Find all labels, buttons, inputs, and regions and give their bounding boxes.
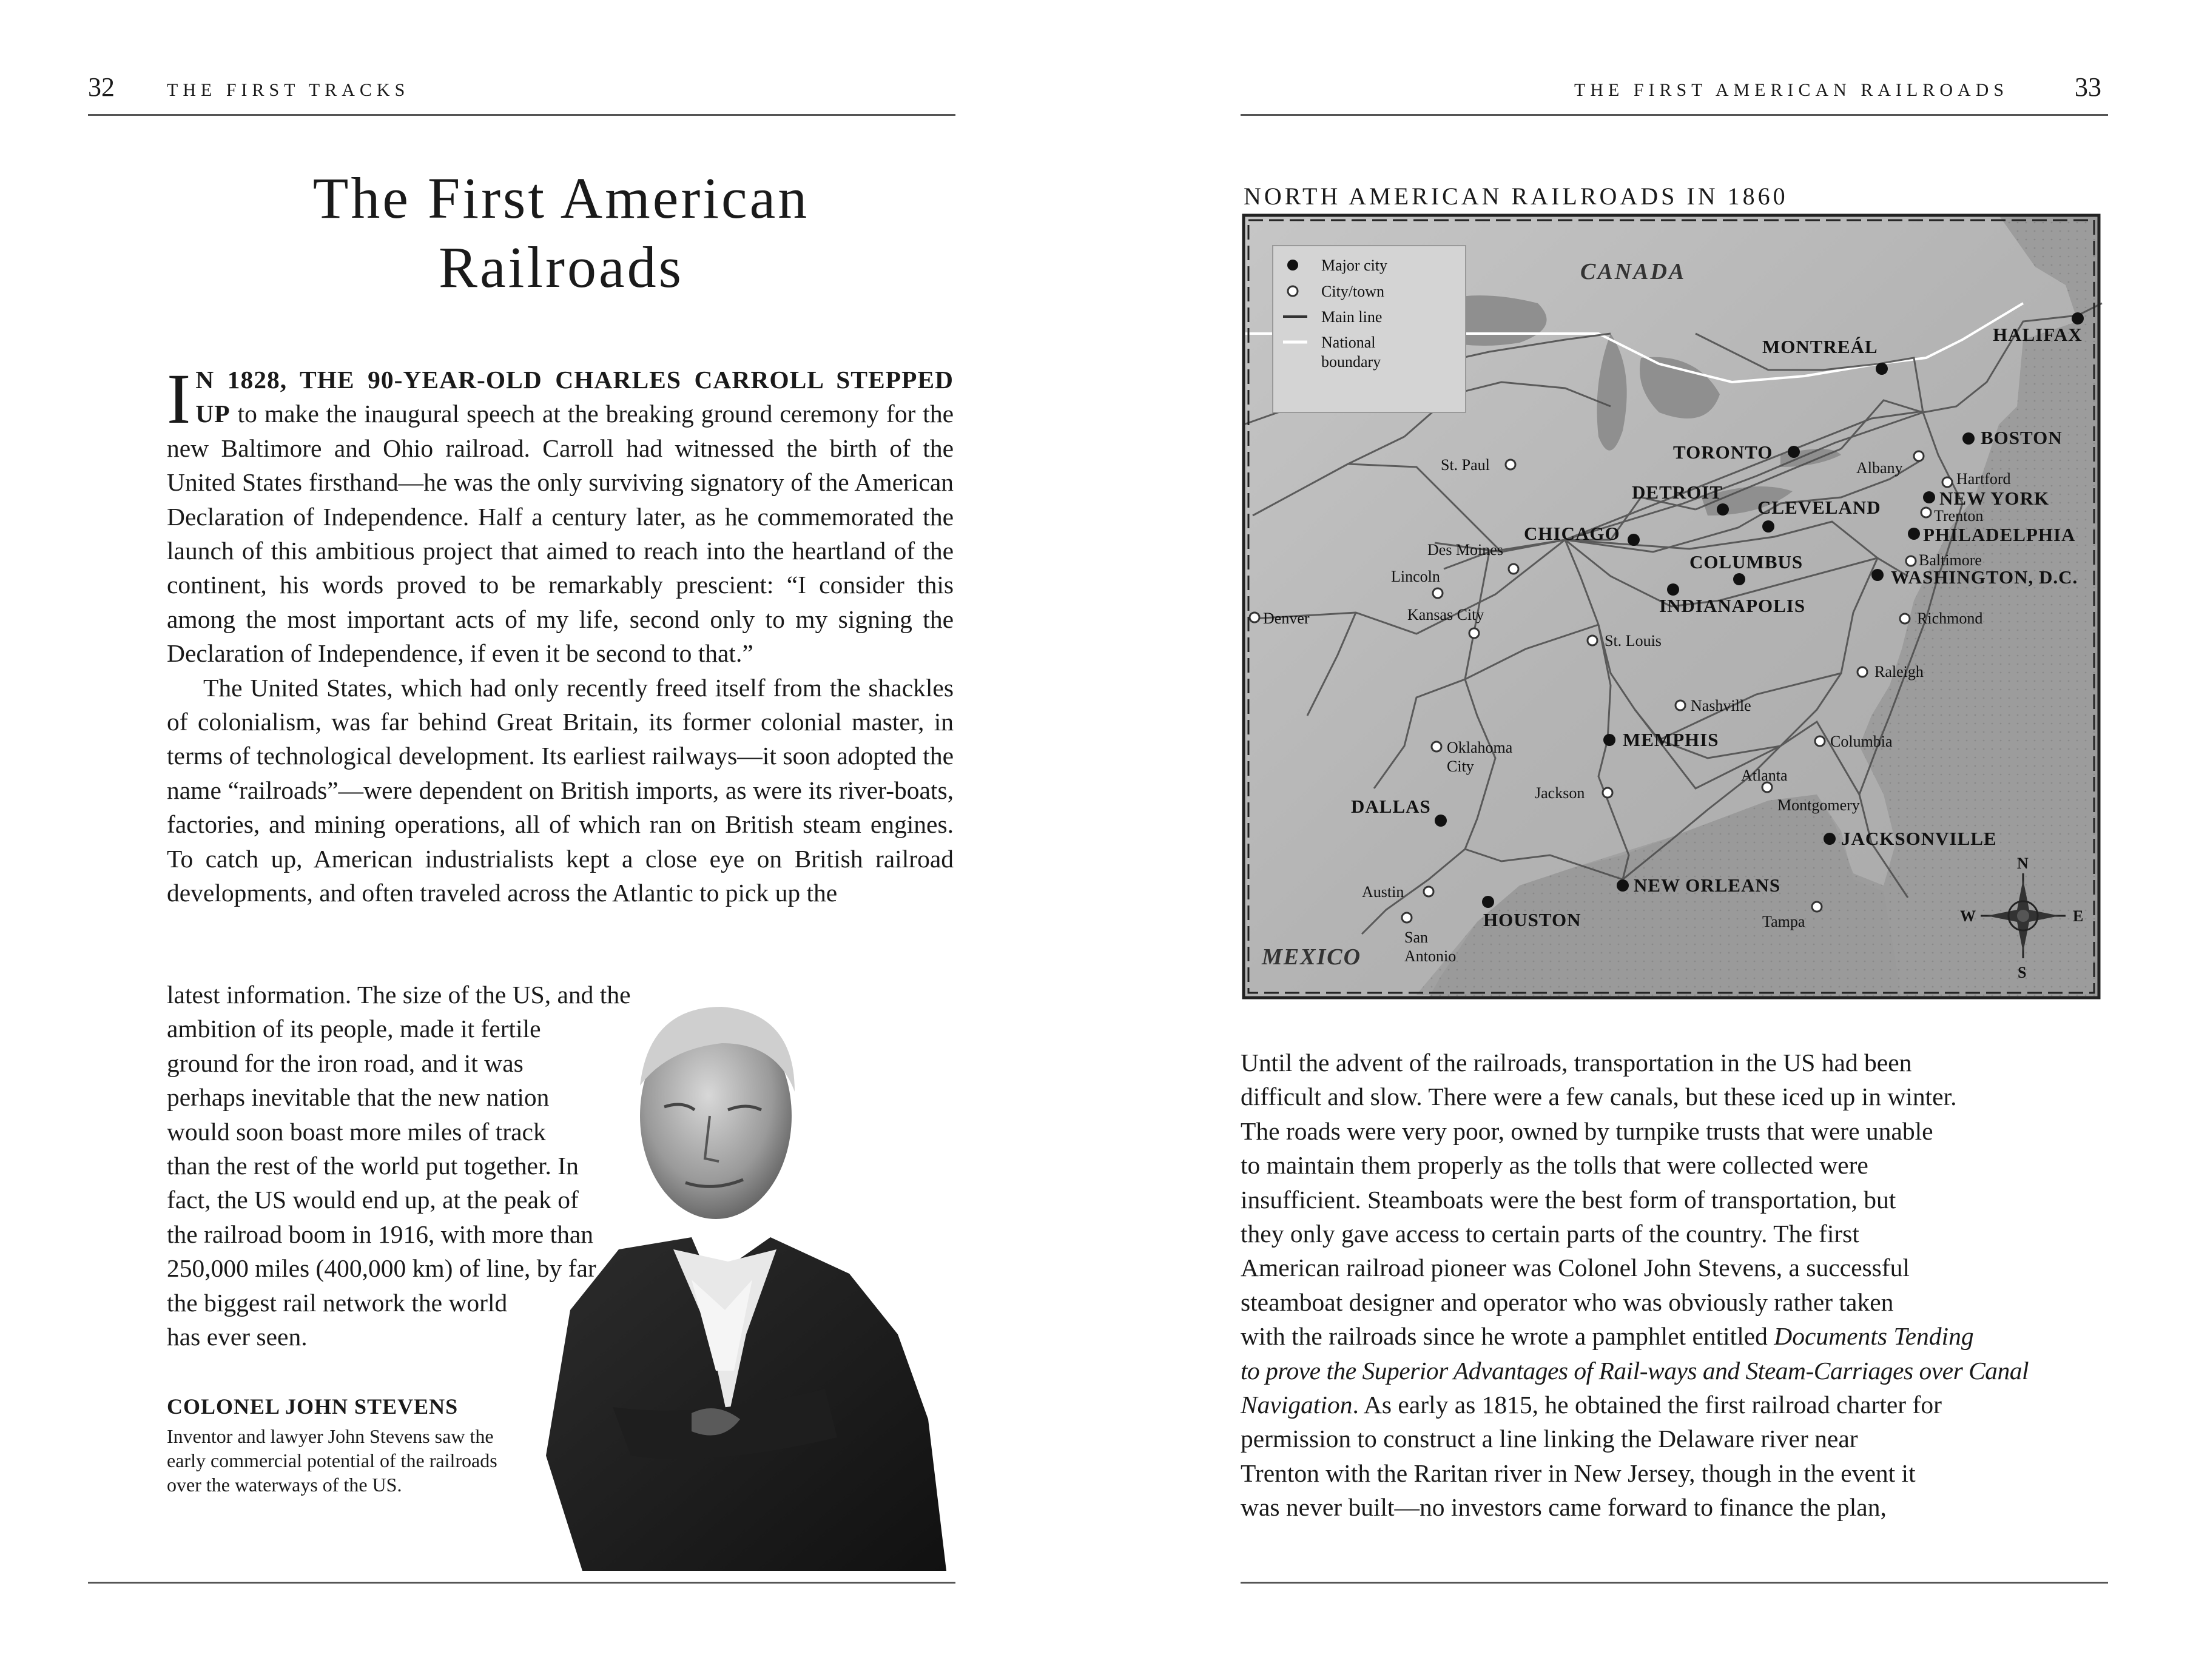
label-detroit: DETROIT [1632,482,1723,503]
label-des-moines: Des Moines [1427,541,1503,559]
label-dallas: DALLAS [1351,796,1431,817]
region-mexico: MEXICO [1262,944,1362,970]
john-stevens-portrait [510,995,946,1571]
label-san: San [1404,929,1428,946]
region-canada: CANADA [1580,259,1686,284]
label-indianapolis: INDIANAPOLIS [1659,595,1806,616]
legend-national-boundary: National [1321,334,1376,351]
pamphlet-title-3: Navigation [1241,1391,1353,1419]
body-line [1241,1319,2030,1353]
body-line: steamboat designer and operator who was obviously rather taken [1241,1288,1894,1316]
wrap-line: the biggest rail network the world [167,1288,508,1317]
compass-w: W [1960,907,1976,925]
wrap-line: would soon boast more miles of track [167,1117,546,1146]
paragraph-1-text: to make the inaugural speech at the breaking ground ceremony for the new Baltimore and Ohio railroad. Carroll had witnessed the birth of the United States firsthand—he was the only surviving signatory of the American Declaration of Independence. Half a century later, as he commemorated the launch of this ambitious project that aimed to reach into the heartland of the continent, his words proved to be remarkably prescient: “I consider this among the most important acts of my life, second only to my signing the Declaration of Independence, if even it be second to that.” [167,400,954,668]
legend-national-boundary-2: boundary [1321,353,1381,371]
label-tampa: Tampa [1762,913,1805,930]
label-austin: Austin [1362,883,1404,901]
label-jackson: Jackson [1535,784,1585,802]
label-kansas-city: Kansas City [1407,606,1484,623]
drop-cap: I [167,359,191,438]
left-running-head: THE FIRST TRACKS [167,80,410,100]
line-9-text: with the railroads since he wrote a pamphlet entitled [1241,1322,1774,1351]
label-antonio: Antonio [1404,947,1457,965]
label-st-louis: St. Louis [1605,632,1662,650]
map-legend [1273,246,1466,412]
label-st-paul: St. Paul [1441,456,1490,474]
wrap-line: than the rest of the world put together. In [167,1152,579,1180]
body-line: to maintain them properly as the tolls that were collected were [1241,1151,1868,1180]
label-denver: Denver [1263,610,1310,627]
label-oklahoma-city: City [1447,758,1474,775]
compass-s: S [2018,964,2027,981]
title-line-1: The First American [312,166,810,230]
label-washington: WASHINGTON, D.C. [1891,566,2078,588]
paragraph-2: The United States, which had only recently freed itself from the shackles of colonialism, was far behind Great Britain, its former colonial master, in terms of technological development. Its earliest railways—it soon adopted the name “railroads”—were dependent on British imports, as were its river-boats, factories, and mining operations, all of which ran on British steam engines. To catch up, American industrialists kept a close eye on British railroad developments, and often traveled across the Atlantic to pick up the [167,673,954,907]
body-line: permission to construct a line linking the Delaware river near [1241,1425,1858,1453]
title-line-2: Railroads [439,235,684,300]
wrap-line: 250,000 miles (400,000 km) of line, by far [167,1254,596,1283]
paragraph-1 [167,359,954,671]
label-halifax: HALIFAX [1993,324,2083,345]
left-body-text [167,359,954,910]
label-hartford: Hartford [1956,470,2011,488]
caption-title: COLONEL JOHN STEVENS [167,1394,459,1419]
right-running-head: THE FIRST AMERICAN RAILROADS [1574,80,2009,100]
label-new-york: NEW YORK [1939,488,2050,509]
body-line: insufficient. Steamboats were the best form of transportation, but [1241,1185,1896,1214]
label-columbia: Columbia [1830,733,1893,750]
right-page-number: 33 [2075,72,2101,102]
left-page-number: 32 [88,72,115,102]
label-raleigh: Raleigh [1874,663,1924,680]
label-albany: Albany [1856,459,1903,477]
wrap-line: perhaps inevitable that the new nation [167,1083,550,1112]
legend-city-town: City/town [1321,283,1385,300]
label-columbus: COLUMBUS [1689,551,1804,573]
pamphlet-title-2: to prove the Superior Advantages of Rail-ways and Steam-Carriages over Canal [1241,1356,2029,1385]
body-line: they only gave access to certain parts of the country. The first [1241,1220,1859,1248]
body-line: difficult and slow. There were a few canals, but these iced up in winter. [1241,1083,1957,1111]
label-new-orleans: NEW ORLEANS [1634,875,1781,896]
caption-text: Inventor and lawyer John Stevens saw the early commercial potential of the railroads over the waterways of the US. [167,1425,497,1496]
right-footer-rule [1241,1582,2108,1584]
left-footer-rule [88,1582,955,1584]
body-line: The roads were very poor, owned by turnpike trusts that were unable [1241,1117,1933,1145]
body-line: American railroad pioneer was Colonel John Stevens, a successful [1241,1254,1910,1282]
wrap-line: fact, the US would end up, at the peak of [167,1186,579,1214]
wrap-line: ground for the iron road, and it was [167,1049,524,1077]
line-11-text: . As early as 1815, he obtained the first railroad charter for [1352,1391,1942,1419]
legend-major-city: Major city [1321,257,1388,274]
wrap-line: has ever seen. [167,1323,308,1351]
label-montgomery: Montgomery [1777,796,1860,814]
lead-in: N 1828, THE 90-YEAR-OLD CHARLES CARROLL STEPPED UP [195,366,954,428]
label-boston: BOSTON [1981,427,2063,448]
wrap-line: ambition of its people, made it fertile [167,1015,541,1043]
label-atlanta: Atlanta [1741,767,1788,784]
label-montreal: MONTREÁL [1762,336,1878,357]
label-oklahoma: Oklahoma [1447,739,1513,756]
body-line: Trenton with the Raritan river in New Jersey, though in the event it [1241,1459,1916,1487]
label-toronto: TORONTO [1673,442,1773,463]
label-lincoln: Lincoln [1391,568,1440,585]
label-jacksonville: JACKSONVILLE [1841,828,1997,849]
body-line: was never built—no investors came forward to finance the plan, [1241,1493,1887,1522]
wrap-line: latest information. The size of the US, and the [167,981,631,1009]
label-cleveland: CLEVELAND [1757,497,1881,518]
body-line: Until the advent of the railroads, transportation in the US had been [1241,1049,1912,1077]
compass-n: N [2017,855,2029,872]
wrap-line: the railroad boom in 1916, with more than [167,1220,594,1248]
label-nashville: Nashville [1691,697,1751,714]
compass-e: E [2073,907,2084,925]
body-line [1241,1388,2030,1422]
label-richmond: Richmond [1917,610,1983,627]
label-baltimore: Baltimore [1919,551,1982,569]
label-memphis: MEMPHIS [1623,729,1719,750]
label-houston: HOUSTON [1483,909,1581,930]
page-title [182,164,940,302]
label-philadelphia: PHILADELPHIA [1923,524,2076,545]
label-chicago: CHICAGO [1524,523,1620,544]
right-body-text [1241,1046,2030,1525]
left-header-rule [88,114,955,116]
pamphlet-title-1: Documents Tending [1774,1322,1974,1351]
legend-main-line: Main line [1321,308,1383,326]
map-title: NORTH AMERICAN RAILROADS IN 1860 [1244,183,1788,210]
railroad-map [1234,212,2108,1007]
label-trenton: Trenton [1934,507,1984,525]
right-header-rule [1241,114,2108,116]
